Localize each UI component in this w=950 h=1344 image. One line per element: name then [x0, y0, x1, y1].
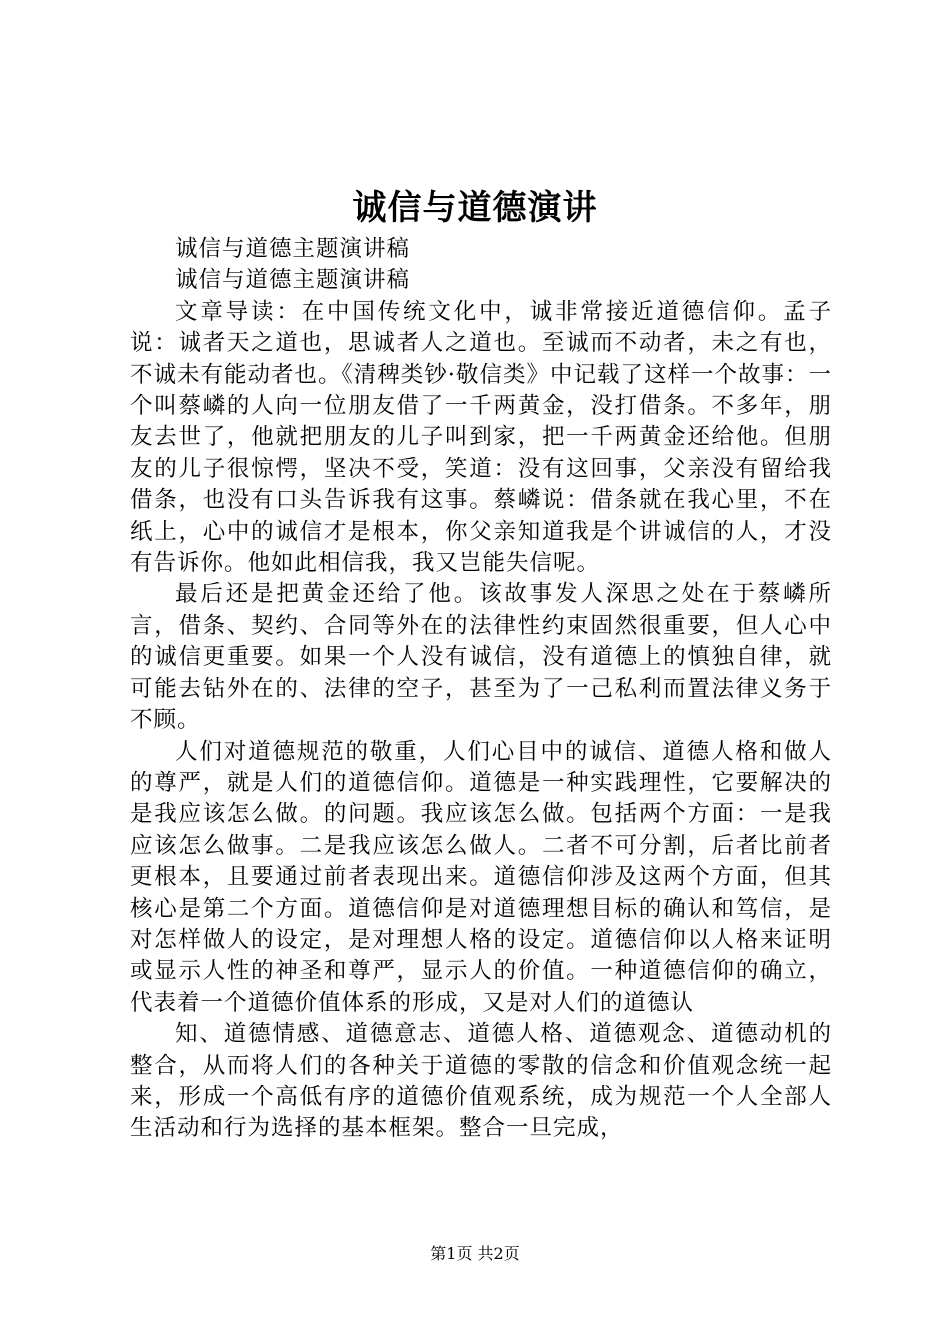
- body-paragraph-story-end: 最后还是把黄金还给了他。该故事发人深思之处在于蔡嶙所言，借条、契约、合同等外在的法律性约束固然很重要，但人心中的诚信更重要。如果一个人没有诚信，没有道德上的慎独自律，就可能去钻外在的、法律的空子，甚至为了一己私利而置法律义务于不顾。: [130, 581, 832, 734]
- body-paragraph-moral-belief: 人们对道德规范的敬重，人们心目中的诚信、道德人格和做人的尊严，就是人们的道德信仰。道德是一种实践理性，它要解决的是我应该怎么做。的问题。我应该怎么做。包括两个方面：一是我应该怎么做事。二是我应该怎么做人。二者不可分割，后者比前者更根本，且要通过前者表现出来。道德信仰涉及这两个方面，但其核心是第二个方面。道德信仰是对道德理想目标的确认和笃信，是对怎样做人的设定，是对理想人格的设定。道德信仰以人格来证明或显示人性的神圣和尊严，显示人的价值。一种道德信仰的确立，代表着一个道德价值体系的形成，又是对人们的道德认: [130, 738, 832, 1016]
- document-body: [130, 234, 832, 1145]
- document-title: 诚信与道德演讲: [352, 188, 598, 228]
- subtitle-paragraph-repeat: 诚信与道德主题演讲稿: [175, 267, 411, 294]
- page-number-footer: 第1页 共2页: [430, 1244, 520, 1263]
- body-paragraph-integration: 知、道德情感、道德意志、道德人格、道德观念、道德动机的整合，从而将人们的各种关于道德的零散的信念和价值观念统一起来，形成一个高低有序的道德价值观系统，成为规范一个人全部人生活动和行为选择的基本框架。整合一旦完成，: [130, 1021, 832, 1142]
- subtitle-paragraph: 诚信与道德主题演讲稿: [175, 236, 411, 262]
- body-paragraph-intro: 文章导读：在中国传统文化中，诚非常接近道德信仰。孟子说：诚者天之道也，思诚者人之道也。至诚而不动者，未之有也，不诚未有能动者也。《清稗类钞·敬信类》中记载了这样一个故事：一个叫蔡嶙的人向一位朋友借了一千两黄金，没打借条。不多年，朋友去世了，他就把朋友的儿子叫到家，把一千两黄金还给他。但朋友的儿子很惊愕，坚决不受，笑道：没有这回事，父亲没有留给我借条，也没有口头告诉我有这事。蔡嶙说：借条就在我心里，不在纸上，心中的诚信才是根本，你父亲知道我是个讲诚信的人，才没有告诉你。他如此相信我，我又岂能失信呢。: [130, 298, 832, 577]
